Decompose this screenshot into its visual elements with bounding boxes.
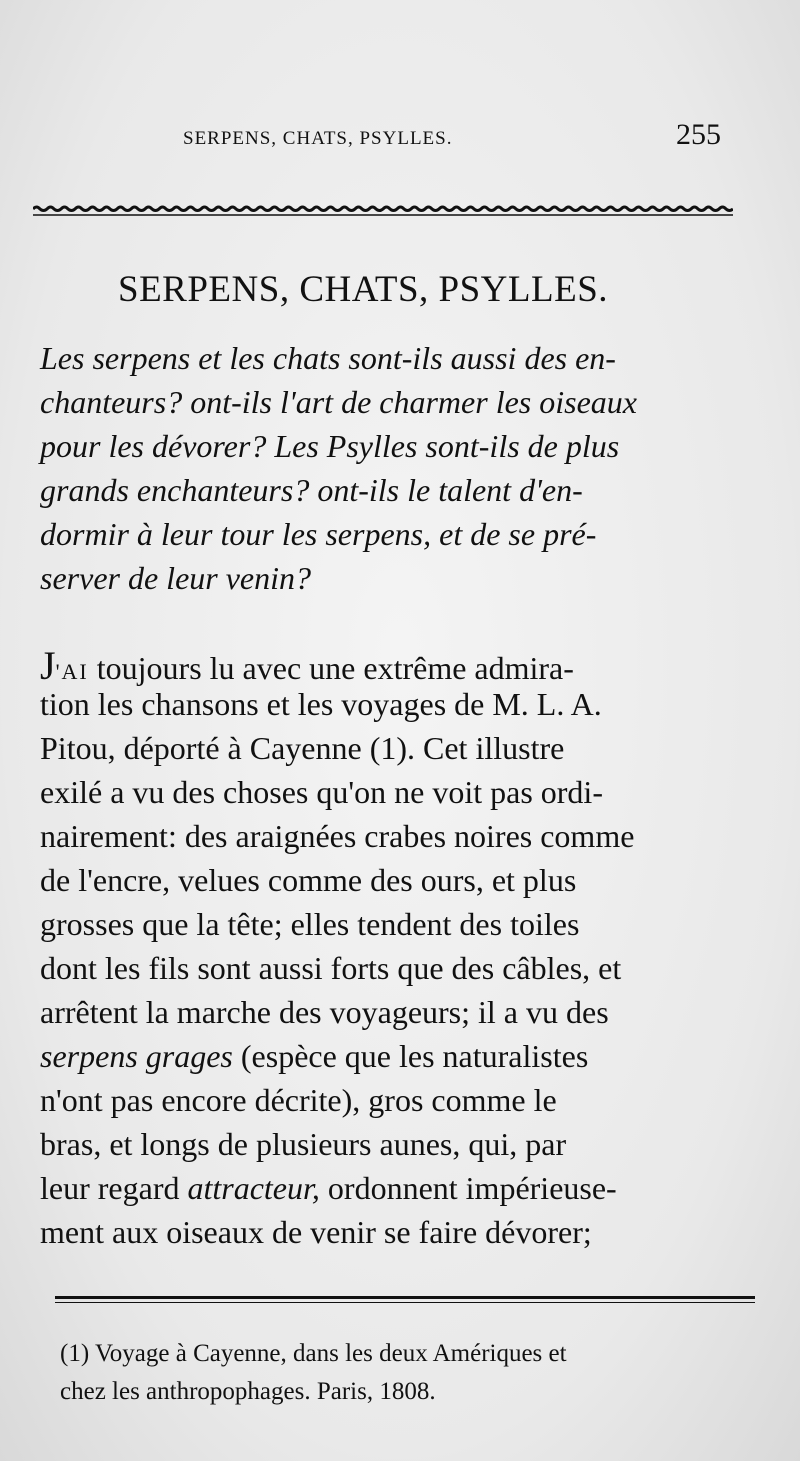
wavy-ornament-rule — [33, 202, 733, 216]
italic-term: attracteur, — [187, 1170, 320, 1206]
body-line: de l'encre, velues comme des ours, et plus — [40, 862, 577, 898]
body-line: n'ont pas encore décrite), gros comme le — [40, 1082, 557, 1118]
footnote-line: (1) Voyage à Cayenne, dans les deux Amériques et — [60, 1340, 567, 1367]
running-head: SERPENS, CHATS, PSYLLES. — [183, 128, 453, 149]
body-line: Pitou, déporté à Cayenne (1). Cet illustre — [40, 730, 565, 766]
body-line: arrêtent la marche des voyageurs; il a vu des — [40, 994, 609, 1030]
body-line-first — [40, 642, 574, 689]
summary-line: chanteurs? ont-ils l'art de charmer les oiseaux — [40, 384, 637, 420]
body-line: grosses que la tête; elles tendent des toiles — [40, 906, 580, 942]
body-line-regard — [40, 1170, 617, 1207]
body-line-text: leur regard — [40, 1170, 188, 1206]
footnote-rule-thin — [55, 1302, 755, 1303]
page-number: 255 — [676, 118, 721, 151]
summary-line: Les serpens et les chats sont-ils aussi des en- — [40, 340, 616, 376]
smallcaps-text: 'AI — [55, 659, 89, 684]
body-line-text: (espèce que les naturalistes — [232, 1038, 589, 1074]
body-line: tion les chansons et les voyages de M. L. A. — [40, 686, 602, 722]
body-line-text: ordonnent impérieuse- — [319, 1170, 617, 1206]
summary-line: server de leur venin? — [40, 560, 312, 596]
summary-line: pour les dévorer? Les Psylles sont-ils de plus — [40, 428, 620, 464]
body-line-text: toujours lu avec une extrême admira- — [88, 650, 574, 686]
body-line: nairement: des araignées crabes noires comme — [40, 818, 635, 854]
body-line: ment aux oiseaux de venir se faire dévorer; — [40, 1214, 592, 1250]
body-line: dont les fils sont aussi forts que des câbles, et — [40, 950, 622, 986]
summary-line: dormir à leur tour les serpens, et de se pré- — [40, 516, 597, 552]
summary-line: grands enchanteurs? ont-ils le talent d'en- — [40, 472, 583, 508]
body-line: bras, et longs de plusieurs aunes, qui, par — [40, 1126, 567, 1162]
chapter-title: SERPENS, CHATS, PSYLLES. — [118, 269, 609, 310]
footnote-line: chez les anthropophages. Paris, 1808. — [60, 1378, 436, 1405]
body-line-italic — [40, 1038, 588, 1075]
italic-term: serpens grages — [40, 1038, 233, 1074]
drop-cap: J — [40, 643, 56, 688]
footnote-rule — [55, 1296, 755, 1299]
body-line: exilé a vu des choses qu'on ne voit pas ordi- — [40, 774, 603, 810]
